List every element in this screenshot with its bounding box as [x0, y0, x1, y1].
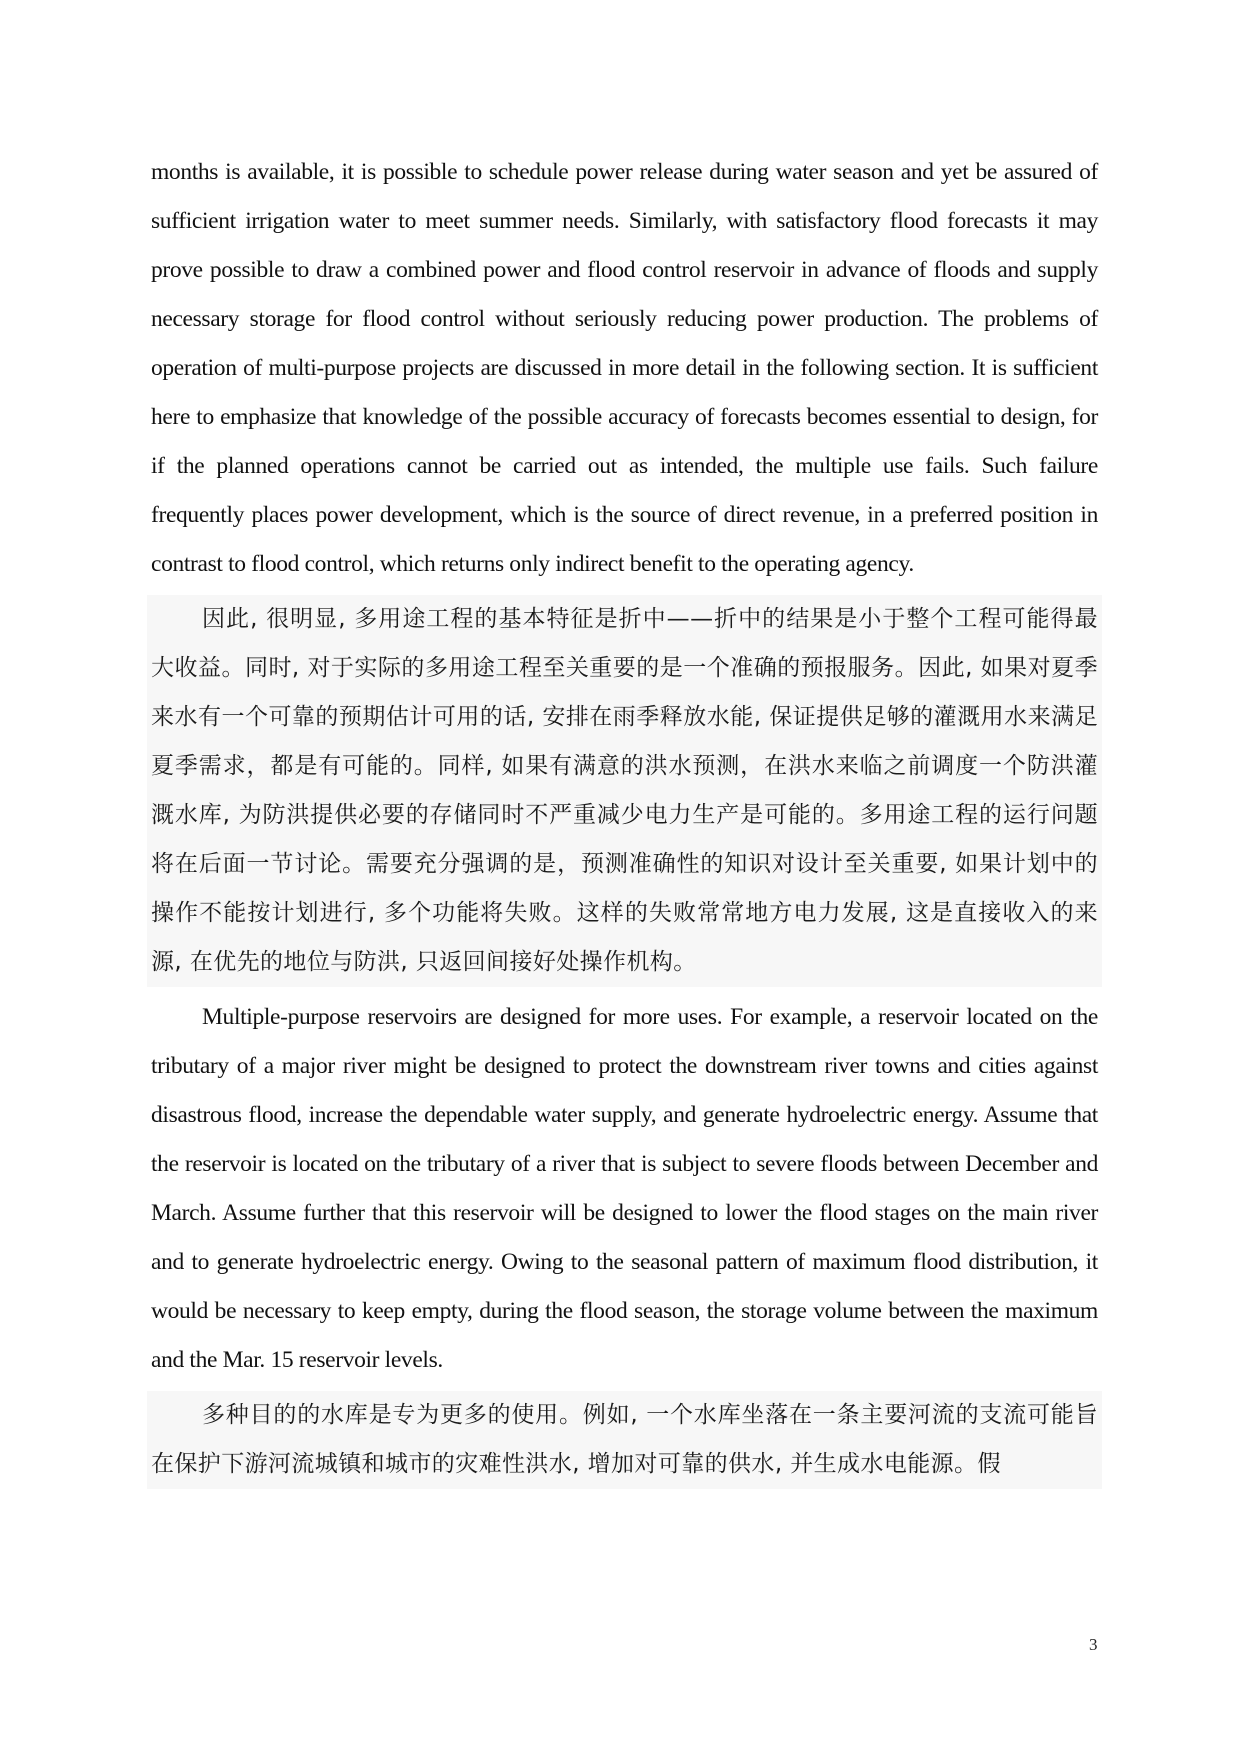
paragraph-chinese-translation-2: 多种目的的水库是专为更多的使用。例如, 一个水库坐落在一条主要河流的支流可能旨在保护下游河流城镇和城市的灾难性洪水, 增加对可靠的供水, 并生成水电能源。假 [147, 1391, 1102, 1489]
paragraph-chinese-translation-1: 因此, 很明显, 多用途工程的基本特征是折中——折中的结果是小于整个工程可能得最大收益。同时, 对于实际的多用途工程至关重要的是一个准确的预报服务。因此, 如果对夏季来水有一个可靠的预期估计可用的话, 安排在雨季释放水能, 保证提供足够的灌溉用水来满足夏季需求，都是有可能的。同样, 如果有满意的洪水预测，在洪水来临之前调度一个防洪灌溉水库, 为防洪提供必要的存储同时不严重减少电力生产是可能的。多用途工程的运行问题将在后面一节讨论。需要充分强调的是，预测准确性的知识对设计至关重要, 如果计划中的操作不能按计划进行, 多个功能将失败。这样的失败常常地方电力发展, 这是直接收入的来源, 在优先的地位与防洪, 只返回间接好处操作机构。 [147, 595, 1102, 987]
paragraph-english-2: Multiple-purpose reservoirs are designed for more uses. For example, a reservoir located on the tributary of a major river might be designed to protect the downstream river towns and cities against disastrous flood, increase the dependable water supply, and generate hydroelectric energy. Assume that the reservoir is located on the tributary of a river that is subject to severe floods between December and March. Assume further that this reservoir will be designed to lower the flood stages on the main river and to generate hydroelectric energy. Owing to the seasonal pattern of maximum flood distribution, it would be necessary to keep empty, during the flood season, the storage volume between the maximum and the Mar. 15 reservoir levels. [151, 1004, 1098, 1373]
paragraph-english-1: months is available, it is possible to schedule power release during water season and yet be assured of sufficient irrigation water to meet summer needs. Similarly, with satisfactory flood forecasts it may prove possible to draw a combined power and flood control reservoir in advance of floods and supply necessary storage for flood control without seriously reducing power production. The problems of operation of multi-purpose projects are discussed in more detail in the following section. It is sufficient here to emphasize that knowledge of the possible accuracy of forecasts becomes essential to design, for if the planned operations cannot be carried out as intended, the multiple use fails. Such failure frequently places power development, which is the source of direct revenue, in a preferred position in contrast to flood control, which returns only indirect benefit to the operating agency. [151, 159, 1098, 577]
page-number: 3 [1089, 1635, 1098, 1654]
text-body [151, 148, 1098, 1489]
